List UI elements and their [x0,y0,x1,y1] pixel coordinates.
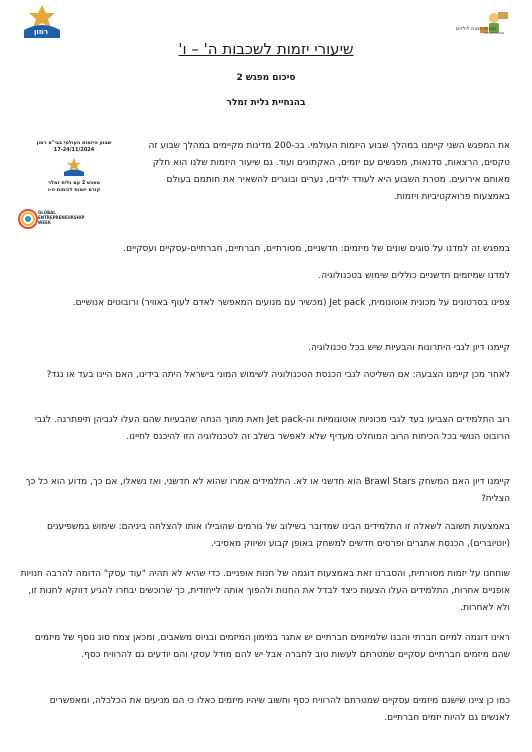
paragraph-brawl-stars: קיימנו דיון האם המשחק Brawl Stars הוא חדשני או לא. התלמידים אמרו שהוא לא חדשני, ואז נשאלו, אם כך, מדוע הוא כל כך הצליח? [25,477,510,504]
poster-course-line: קורס יזמות לכיתות ה-ו [47,187,101,193]
paragraph-intro: את המפגש השני קיימנו במהלך שבוע היזמות העולמי. בכ-200 מדינות מקיימים במהלך שבוע זה טקסים, הרצאות, סדנאות, מפגשים עם יזמים, האקתונים ועוד. גם שיעור היזמות שלנו הוא חלק מאותם אירועים. מטרת השבוע היא לעודד ילדים, נערים ובוגרים להשאיר את חותמם בעולם באמצעות פרואקטיביות ויזמות. [148,141,510,202]
paragraph-traditional: שוחחנו על יזמות מסורתית, והסברנו זאת באמצעות דוגמה של חנות אופניים. כדי שהיא לא תהיה "עוד עסק" הדומה להרבה חנויות אופניים אחרות, התלמידים העלו הצעות כיצד לבדל את החנות ולהפוך אותה לייחודית, כך שרוכשים יבחרו להגיע דווקא לחנות זו, ולא לאחרות. [20,569,510,613]
paragraph-social: ראינו דוגמה למיזם חברתי והבנו שלמיזמים חברתיים יש אתגר במימון המיזמים ובגיוס משאבים, ומכאן צמח סוג נוסף של מיזמים שהם מיזמים חברתיים עסקיים שמטרתם לעשות טוב לחברה אבל יש להם מודל עסקי והם יודעים גם להרוויח כסף. [34,633,510,660]
poster-event-title: שבוע היזמות העולמי בבי"ס רמון [36,140,112,146]
paragraph-venture-types: במפגש זה למדנו על סוגים שונים של מיזמים: חדשניים, מסורתיים, חברתיים, חברתיים-עסקיים ועסקיים. [123,244,510,254]
meeting-summary-heading: סיכום מפגש 2 [236,73,296,83]
facilitator-line: בהנחיית גלית זמלר [226,98,306,108]
paragraph-innovation-tech: למדנו שמיזמים חדשניים כוללים שימוש בטכנולוגיה. [318,271,510,281]
paragraph-discussion: קיימנו דיון לגבי היתרונות והבעיות שיש בכל טכנולוגיה. [308,343,510,353]
event-poster [14,140,134,238]
school-logo-text: רמון [34,28,49,36]
paragraph-videos: צפינו בסרטונים על מכונית אוטונומית, Jet pack (מכשיר עם מנועים המאפשר לאדם לעוף באוויר) ורובוטים אנושיים. [72,298,510,308]
school-logo [22,4,62,40]
paragraph-vote-results: רוב התלמידים הצביעו בעד לגבי מכוניות אוטונומיות וה-Jet pack וזאת מתוך הנחה שהבעיות שהם העלו לגביהן תיפתרנה. לגבי הרובוט הנושי בכל הכיתות הרוב המוחלט מעדיף שלא לאפשר בשלב זה לטכנולוגיה הזו להיכנס לחיינו. [34,415,510,442]
program-logo-caption: תכנית יזמות לילדים [455,26,496,32]
gew-badge-text: GLOBAL ENTREPRENEURSHIP WEEK [38,210,85,225]
program-logo [436,10,512,40]
page-title: שיעורי יזמות לשכבות ה' – ו' [178,40,354,58]
poster-logo-icon [62,157,86,177]
paragraph-vote: לאחר מכן קיימנו הצבעה: אם השליטה לגבי הכנסת הטכנולוגיה לשימוש המוני בישראל היתה בידינו, האם היינו בעד או נגד? [46,370,510,380]
poster-meeting-line: מפגש 2 עם גלית זמלר [47,180,100,186]
poster-event-dates: 17-24/11/2024 [53,147,95,153]
paragraph-success-factors: באמצעות תשובה לשאלה זו התלמידים הבינו שמדובר בשילוב של גורמים שהובילו אותו להצלחה ביניהם: שימוש במשפיענים (יוטיוברים), הכנסת אתגרים ופרסים חדשים למשחק באופן קבוע ושיווק מאסיבי. [46,522,510,549]
paragraph-business: כמו כן ציינו שישנם מיזמים עסקיים שמטרתם להרוויח כסף וחשוב שיהיו מיזמים כאלו כי הם מניעים את הכלכלה, ומאפשרים לאנשים גם להיות יזמים חברתיים. [49,696,510,723]
